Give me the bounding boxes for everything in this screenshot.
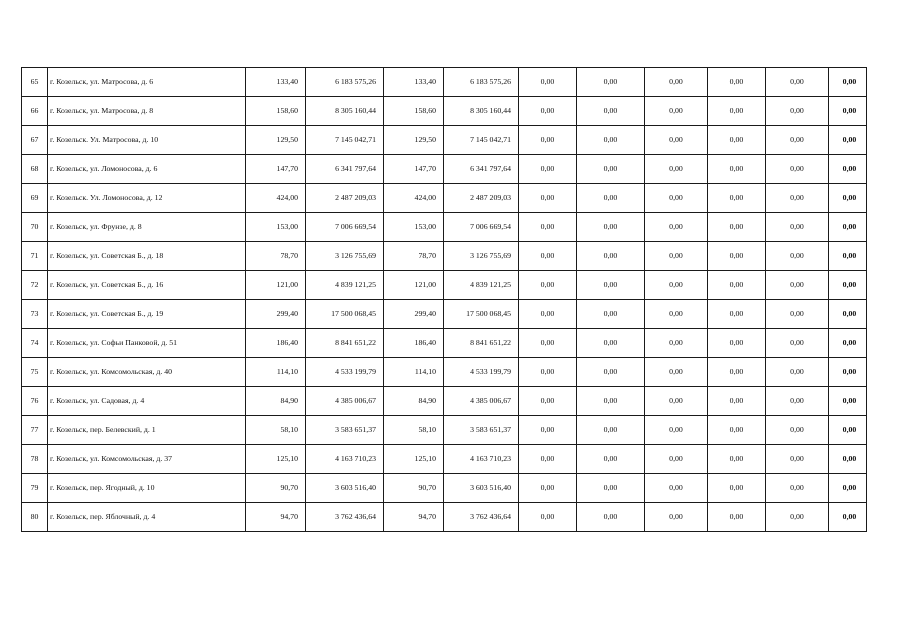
- value-cell: 0,00: [577, 503, 645, 532]
- area-cell: 125,10: [246, 445, 306, 474]
- value-cell: 0,00: [708, 416, 766, 445]
- housing-table: [21, 67, 867, 532]
- value-cell: 0,00: [829, 445, 867, 474]
- address-cell: г. Козельск. Ул. Матросова, д. 10: [48, 126, 246, 155]
- value-cell: 0,00: [766, 445, 829, 474]
- value-cell: 0,00: [829, 271, 867, 300]
- cost-cell: 3 583 651,37: [306, 416, 384, 445]
- value-cell: 0,00: [708, 329, 766, 358]
- cost-cell: 6 183 575,26: [444, 68, 519, 97]
- value-cell: 0,00: [708, 358, 766, 387]
- value-cell: 0,00: [829, 358, 867, 387]
- area-cell: 299,40: [246, 300, 306, 329]
- table-row: [22, 416, 867, 445]
- cost-cell: 17 500 068,45: [306, 300, 384, 329]
- address-cell: г. Козельск, ул. Комсомольская, д. 37: [48, 445, 246, 474]
- area-cell: 153,00: [384, 213, 444, 242]
- value-cell: 0,00: [577, 445, 645, 474]
- row-number: 76: [22, 387, 48, 416]
- cost-cell: 7 145 042,71: [444, 126, 519, 155]
- value-cell: 0,00: [577, 213, 645, 242]
- area-cell: 133,40: [384, 68, 444, 97]
- area-cell: 424,00: [384, 184, 444, 213]
- cost-cell: 8 841 651,22: [306, 329, 384, 358]
- area-cell: 58,10: [384, 416, 444, 445]
- value-cell: 0,00: [519, 97, 577, 126]
- area-cell: 424,00: [246, 184, 306, 213]
- address-cell: г. Козельск, ул. Садовая, д. 4: [48, 387, 246, 416]
- area-cell: 133,40: [246, 68, 306, 97]
- cost-cell: 4 533 199,79: [444, 358, 519, 387]
- cost-cell: 3 126 755,69: [306, 242, 384, 271]
- value-cell: 0,00: [645, 184, 708, 213]
- value-cell: 0,00: [577, 329, 645, 358]
- table-row: [22, 213, 867, 242]
- area-cell: 121,00: [384, 271, 444, 300]
- value-cell: 0,00: [829, 300, 867, 329]
- value-cell: 0,00: [829, 68, 867, 97]
- area-cell: 147,70: [384, 155, 444, 184]
- value-cell: 0,00: [519, 445, 577, 474]
- table-row: [22, 97, 867, 126]
- table-row: [22, 271, 867, 300]
- table-row: [22, 184, 867, 213]
- value-cell: 0,00: [519, 329, 577, 358]
- table-row: [22, 68, 867, 97]
- area-cell: 147,70: [246, 155, 306, 184]
- value-cell: 0,00: [519, 213, 577, 242]
- value-cell: 0,00: [708, 300, 766, 329]
- cost-cell: 3 583 651,37: [444, 416, 519, 445]
- cost-cell: 6 341 797,64: [306, 155, 384, 184]
- value-cell: 0,00: [577, 271, 645, 300]
- cost-cell: 6 341 797,64: [444, 155, 519, 184]
- value-cell: 0,00: [519, 416, 577, 445]
- area-cell: 94,70: [384, 503, 444, 532]
- value-cell: 0,00: [645, 445, 708, 474]
- value-cell: 0,00: [708, 242, 766, 271]
- value-cell: 0,00: [708, 184, 766, 213]
- cost-cell: 3 762 436,64: [444, 503, 519, 532]
- row-number: 68: [22, 155, 48, 184]
- cost-cell: 3 762 436,64: [306, 503, 384, 532]
- value-cell: 0,00: [766, 329, 829, 358]
- row-number: 73: [22, 300, 48, 329]
- area-cell: 129,50: [384, 126, 444, 155]
- row-number: 75: [22, 358, 48, 387]
- row-number: 66: [22, 97, 48, 126]
- value-cell: 0,00: [766, 68, 829, 97]
- row-number: 80: [22, 503, 48, 532]
- cost-cell: 17 500 068,45: [444, 300, 519, 329]
- value-cell: 0,00: [708, 213, 766, 242]
- row-number: 67: [22, 126, 48, 155]
- area-cell: 186,40: [246, 329, 306, 358]
- value-cell: 0,00: [708, 503, 766, 532]
- value-cell: 0,00: [577, 474, 645, 503]
- row-number: 69: [22, 184, 48, 213]
- address-cell: г. Козельск, пер. Яблочный, д. 4: [48, 503, 246, 532]
- value-cell: 0,00: [708, 68, 766, 97]
- area-cell: 186,40: [384, 329, 444, 358]
- area-cell: 84,90: [384, 387, 444, 416]
- value-cell: 0,00: [645, 155, 708, 184]
- cost-cell: 4 533 199,79: [306, 358, 384, 387]
- address-cell: г. Козельск, пер. Ягодный, д. 10: [48, 474, 246, 503]
- area-cell: 90,70: [384, 474, 444, 503]
- cost-cell: 3 126 755,69: [444, 242, 519, 271]
- value-cell: 0,00: [577, 126, 645, 155]
- table-row: [22, 155, 867, 184]
- cost-cell: 6 183 575,26: [306, 68, 384, 97]
- value-cell: 0,00: [519, 474, 577, 503]
- area-cell: 84,90: [246, 387, 306, 416]
- area-cell: 121,00: [246, 271, 306, 300]
- cost-cell: 8 305 160,44: [306, 97, 384, 126]
- value-cell: 0,00: [519, 358, 577, 387]
- row-number: 65: [22, 68, 48, 97]
- cost-cell: 2 487 209,03: [444, 184, 519, 213]
- value-cell: 0,00: [645, 358, 708, 387]
- value-cell: 0,00: [766, 242, 829, 271]
- value-cell: 0,00: [708, 445, 766, 474]
- value-cell: 0,00: [708, 387, 766, 416]
- value-cell: 0,00: [829, 213, 867, 242]
- table-row: [22, 358, 867, 387]
- address-cell: г. Козельск, ул. Советская Б., д. 19: [48, 300, 246, 329]
- value-cell: 0,00: [766, 271, 829, 300]
- row-number: 71: [22, 242, 48, 271]
- address-cell: г. Козельск, ул. Комсомольская, д. 40: [48, 358, 246, 387]
- address-cell: г. Козельск, ул. Ломоносова, д. 6: [48, 155, 246, 184]
- address-cell: г. Козельск, ул. Советская Б., д. 18: [48, 242, 246, 271]
- value-cell: 0,00: [577, 416, 645, 445]
- value-cell: 0,00: [577, 97, 645, 126]
- value-cell: 0,00: [577, 155, 645, 184]
- area-cell: 299,40: [384, 300, 444, 329]
- value-cell: 0,00: [519, 503, 577, 532]
- value-cell: 0,00: [645, 97, 708, 126]
- value-cell: 0,00: [519, 387, 577, 416]
- value-cell: 0,00: [829, 416, 867, 445]
- table-body: [22, 68, 867, 532]
- cost-cell: 3 603 516,40: [306, 474, 384, 503]
- area-cell: 94,70: [246, 503, 306, 532]
- value-cell: 0,00: [829, 329, 867, 358]
- value-cell: 0,00: [519, 155, 577, 184]
- cost-cell: 3 603 516,40: [444, 474, 519, 503]
- value-cell: 0,00: [519, 242, 577, 271]
- address-cell: г. Козельск, ул. Фрунзе, д. 8: [48, 213, 246, 242]
- cost-cell: 7 145 042,71: [306, 126, 384, 155]
- table-row: [22, 242, 867, 271]
- area-cell: 78,70: [246, 242, 306, 271]
- row-number: 72: [22, 271, 48, 300]
- cost-cell: 7 006 669,54: [306, 213, 384, 242]
- cost-cell: 4 163 710,23: [306, 445, 384, 474]
- value-cell: 0,00: [766, 387, 829, 416]
- area-cell: 114,10: [246, 358, 306, 387]
- area-cell: 58,10: [246, 416, 306, 445]
- value-cell: 0,00: [766, 416, 829, 445]
- cost-cell: 8 841 651,22: [444, 329, 519, 358]
- value-cell: 0,00: [766, 474, 829, 503]
- cost-cell: 7 006 669,54: [444, 213, 519, 242]
- address-cell: г. Козельск. Ул. Ломоносова, д. 12: [48, 184, 246, 213]
- area-cell: 78,70: [384, 242, 444, 271]
- area-cell: 125,10: [384, 445, 444, 474]
- row-number: 79: [22, 474, 48, 503]
- table-row: [22, 474, 867, 503]
- table-row: [22, 503, 867, 532]
- value-cell: 0,00: [766, 358, 829, 387]
- value-cell: 0,00: [766, 300, 829, 329]
- value-cell: 0,00: [829, 242, 867, 271]
- value-cell: 0,00: [829, 126, 867, 155]
- value-cell: 0,00: [708, 126, 766, 155]
- value-cell: 0,00: [645, 126, 708, 155]
- value-cell: 0,00: [645, 242, 708, 271]
- value-cell: 0,00: [577, 358, 645, 387]
- value-cell: 0,00: [708, 271, 766, 300]
- value-cell: 0,00: [519, 184, 577, 213]
- area-cell: 158,60: [384, 97, 444, 126]
- value-cell: 0,00: [766, 213, 829, 242]
- area-cell: 153,00: [246, 213, 306, 242]
- value-cell: 0,00: [829, 184, 867, 213]
- table-row: [22, 445, 867, 474]
- area-cell: 158,60: [246, 97, 306, 126]
- value-cell: 0,00: [708, 474, 766, 503]
- table-row: [22, 329, 867, 358]
- row-number: 74: [22, 329, 48, 358]
- value-cell: 0,00: [577, 387, 645, 416]
- value-cell: 0,00: [645, 474, 708, 503]
- value-cell: 0,00: [577, 184, 645, 213]
- cost-cell: 4 163 710,23: [444, 445, 519, 474]
- cost-cell: 8 305 160,44: [444, 97, 519, 126]
- value-cell: 0,00: [645, 68, 708, 97]
- address-cell: г. Козельск, пер. Белевский, д. 1: [48, 416, 246, 445]
- value-cell: 0,00: [708, 97, 766, 126]
- address-cell: г. Козельск, ул. Советская Б., д. 16: [48, 271, 246, 300]
- address-cell: г. Козельск, ул. Софьи Панковой, д. 51: [48, 329, 246, 358]
- value-cell: 0,00: [766, 126, 829, 155]
- area-cell: 129,50: [246, 126, 306, 155]
- value-cell: 0,00: [645, 387, 708, 416]
- row-number: 78: [22, 445, 48, 474]
- cost-cell: 4 385 006,67: [306, 387, 384, 416]
- value-cell: 0,00: [829, 155, 867, 184]
- table-row: [22, 387, 867, 416]
- cost-cell: 4 839 121,25: [306, 271, 384, 300]
- value-cell: 0,00: [645, 213, 708, 242]
- value-cell: 0,00: [645, 271, 708, 300]
- value-cell: 0,00: [577, 68, 645, 97]
- value-cell: 0,00: [829, 503, 867, 532]
- value-cell: 0,00: [645, 329, 708, 358]
- value-cell: 0,00: [519, 68, 577, 97]
- table-row: [22, 300, 867, 329]
- value-cell: 0,00: [766, 184, 829, 213]
- area-cell: 90,70: [246, 474, 306, 503]
- value-cell: 0,00: [766, 503, 829, 532]
- row-number: 77: [22, 416, 48, 445]
- area-cell: 114,10: [384, 358, 444, 387]
- value-cell: 0,00: [577, 300, 645, 329]
- value-cell: 0,00: [829, 474, 867, 503]
- cost-cell: 4 839 121,25: [444, 271, 519, 300]
- value-cell: 0,00: [519, 126, 577, 155]
- table-row: [22, 126, 867, 155]
- row-number: 70: [22, 213, 48, 242]
- value-cell: 0,00: [766, 155, 829, 184]
- cost-cell: 4 385 006,67: [444, 387, 519, 416]
- value-cell: 0,00: [519, 300, 577, 329]
- value-cell: 0,00: [829, 387, 867, 416]
- value-cell: 0,00: [577, 242, 645, 271]
- cost-cell: 2 487 209,03: [306, 184, 384, 213]
- value-cell: 0,00: [645, 503, 708, 532]
- address-cell: г. Козельск, ул. Матросова, д. 6: [48, 68, 246, 97]
- value-cell: 0,00: [766, 97, 829, 126]
- value-cell: 0,00: [708, 155, 766, 184]
- value-cell: 0,00: [645, 300, 708, 329]
- value-cell: 0,00: [829, 97, 867, 126]
- address-cell: г. Козельск, ул. Матросова, д. 8: [48, 97, 246, 126]
- value-cell: 0,00: [519, 271, 577, 300]
- value-cell: 0,00: [645, 416, 708, 445]
